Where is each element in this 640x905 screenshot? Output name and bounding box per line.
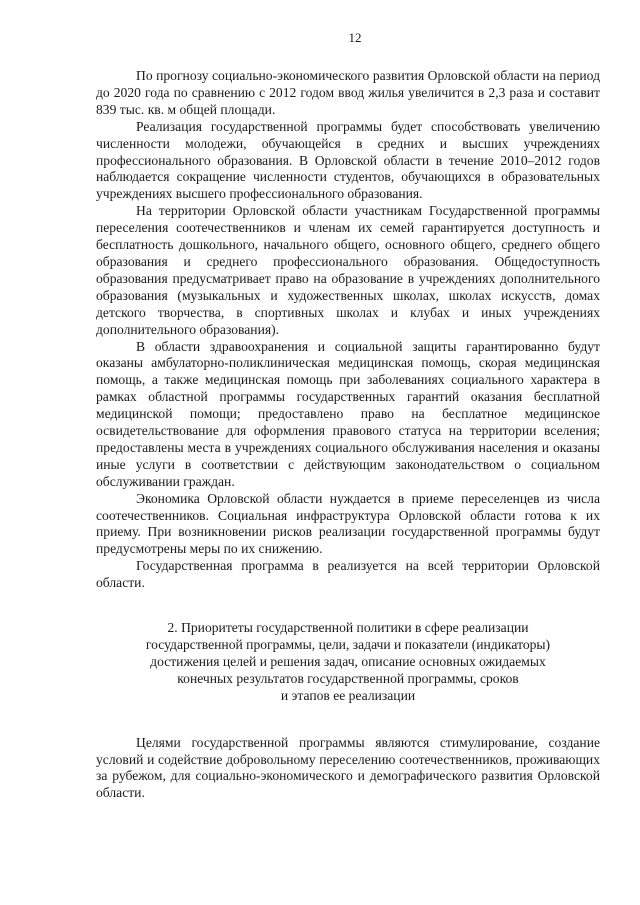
paragraph-education-guarantees: На территории Орловской области участникам Государственной программы переселения соотечественников и членам их семей гарантируется доступность и бесплатность дошкольного, начального общего, основного общего, среднего общего образования и среднего профессионального образования. Общедоступность образования предусматривает право на образование в учреждениях дополнительного образования (музыкальных и художественных школах, школах искусств, домах детского творчества, в спортивных школах и клубах и иных учреждениях дополнительного образования). (96, 203, 600, 337)
section-heading-line: 2. Приоритеты государственной политики в сфере реализации (167, 620, 529, 636)
paragraph-healthcare: В области здравоохранения и социальной защиты гарантированно будут оказаны амбулаторно-поликлиническая медицинская помощь, скорая медицинская помощь, а также медицинская помощь при заболеваниях социального характера в рамках областной программы государственных гарантий оказания бесплатной медицинской помощи; предоставлено право на бесплатное медицинское освидетельствование для оформления правового статуса на территории вселения; предоставлены места в учреждениях социального обслуживания населения и оказаны иные услуги в соответствии с действующим законодательством о социальном обслуживании граждан. (96, 338, 600, 489)
paragraph-youth-education: Реализация государственной программы будет способствовать увеличению численности молодежи, обучающейся в средних и высших учреждениях профессионального образования. В Орловской области в течение 2010–2012 годов наблюдается сокращение численности студентов, обучающихся в образовательных учреждениях высшего профессионального образования. (96, 118, 600, 202)
paragraph-territory: Государственная программа в реализуется на всей территории Орловской области. (96, 558, 600, 591)
page-number: 12 (348, 30, 362, 45)
section-heading (96, 620, 600, 705)
document-page (96, 30, 600, 802)
paragraph-housing-forecast: По прогнозу социально-экономического развития Орловской области на период до 2020 года по сравнению с 2012 годом ввод жилья увеличится в 2,3 раза и составит 839 тыс. кв. м общей площади. (96, 68, 600, 117)
section-heading-line: и этапов ее реализации (280, 687, 416, 703)
section-heading-line: конечных результатов государственной программы, сроков (177, 670, 519, 686)
section-heading-line: государственной программы, цели, задачи и показатели (индикаторы) (145, 637, 551, 652)
paragraph-economy: Экономика Орловской области нуждается в приеме переселенцев из числа соотечественников. Социальная инфраструктура Орловской области готова к их приему. При возникновении рисков реализации государственной программы будут предусмотрены меры по их снижению. (96, 490, 600, 557)
paragraph-program-goals: Целями государственной программы являются стимулирование, создание условий и содействие добровольному переселению соотечественников, проживающих за рубежом, для социально-экономического и демографического развития Орловской области. (96, 734, 600, 801)
section-heading-line: достижения целей и решения задач, описание основных ожидаемых (150, 653, 546, 669)
